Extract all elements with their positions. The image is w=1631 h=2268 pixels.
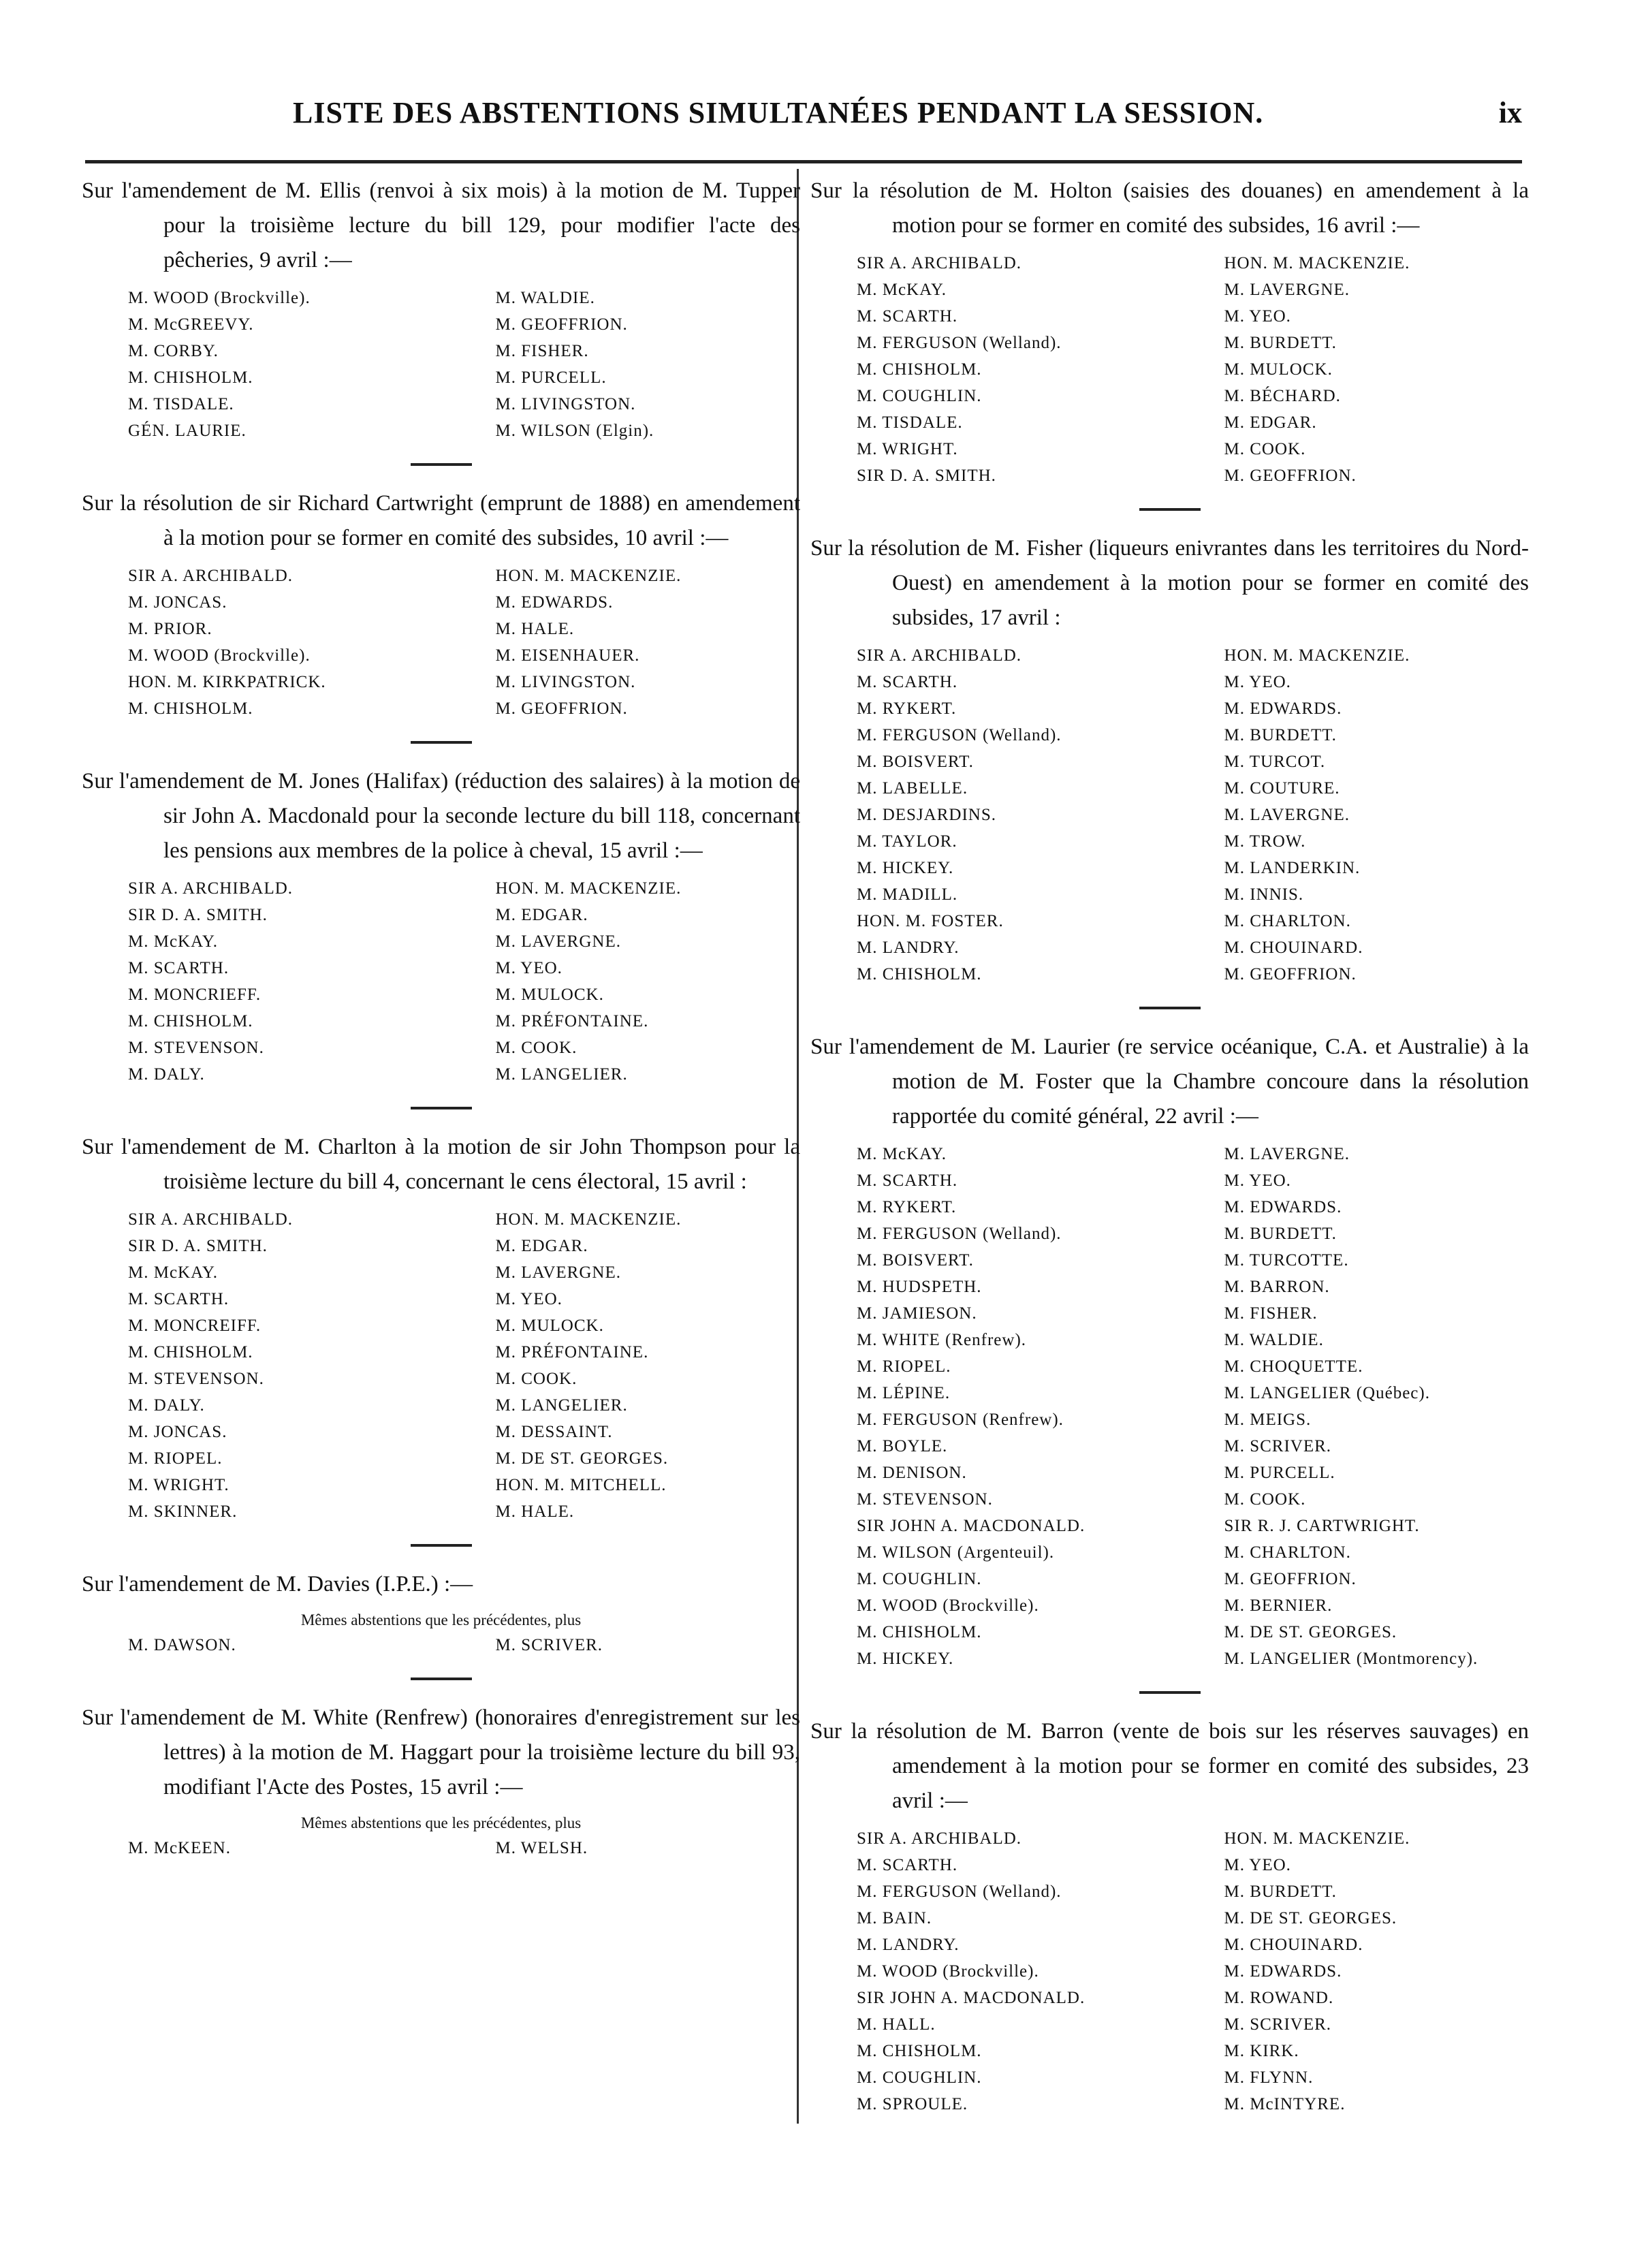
entry-note: Mêmes abstentions que les précédentes, plus: [300, 1814, 582, 1831]
vote-entry: [810, 531, 1529, 988]
member-name: M. EDGAR.: [495, 906, 588, 924]
vote-entry: [82, 1567, 800, 1658]
member-name: M. SCARTH.: [857, 673, 958, 691]
vote-entry: [82, 764, 800, 1088]
section-separator: [1139, 1691, 1201, 1694]
entry-note: Mêmes abstentions que les précédentes, plus: [300, 1611, 582, 1628]
abstention-list: [82, 1835, 800, 1861]
entry-heading: Sur la résolution de sir Richard Cartwright (emprunt de 1888) en amendement à la motion pour se former en comité des subsides, 10 avril :—: [82, 491, 800, 550]
member-name: M. RYKERT.: [857, 1198, 957, 1216]
member-name: M. FERGUSON (Welland).: [857, 726, 1062, 744]
member-name: M. CHISHOLM.: [857, 965, 982, 983]
member-name: GÉN. LAURIE.: [128, 422, 247, 440]
member-name: SIR A. ARCHIBALD.: [857, 646, 1022, 665]
member-name: M. COUGHLIN.: [857, 387, 982, 405]
member-name: M. LAVERGNE.: [1224, 1145, 1350, 1163]
member-name: M. LANGELIER.: [495, 1396, 628, 1415]
member-name: M. LANGELIER.: [495, 1065, 628, 1084]
member-name: M. PURCELL.: [1224, 1464, 1335, 1482]
member-name: M. COUTURE.: [1224, 779, 1340, 798]
member-name: M. SCARTH.: [128, 1290, 229, 1308]
vote-entry: [810, 1030, 1529, 1672]
member-name: M. EDWARDS.: [495, 593, 614, 612]
member-name: M. CHISHOLM.: [857, 1623, 982, 1641]
member-name: M. COOK.: [495, 1039, 577, 1057]
member-name: SIR A. ARCHIBALD.: [128, 1210, 294, 1229]
member-name: M. CHISHOLM.: [857, 360, 982, 379]
member-name: M. WHITE (Renfrew).: [857, 1331, 1027, 1349]
member-name: M. CHOUINARD.: [1224, 1936, 1363, 1954]
member-name: HON. M. MITCHELL.: [495, 1476, 667, 1494]
member-name: M. GEOFFRION.: [1224, 965, 1357, 983]
member-name: M. DAWSON.: [128, 1636, 236, 1654]
member-name: M. SCARTH.: [857, 307, 958, 326]
member-name: SIR A. ARCHIBALD.: [857, 1829, 1022, 1848]
member-name: M. CHISHOLM.: [128, 1012, 253, 1030]
member-name: M. SCARTH.: [857, 1171, 958, 1190]
member-name: M. MULOCK.: [495, 1317, 604, 1335]
member-name: M. YEO.: [1224, 1171, 1291, 1190]
member-name: M. WOOD (Brockville).: [128, 646, 311, 665]
vote-entry: [82, 1130, 800, 1525]
member-name: M. TURCOT.: [1224, 753, 1326, 771]
section-separator: [1139, 1007, 1201, 1009]
member-name: M. LIVINGSTON.: [495, 395, 636, 413]
member-name: M. McINTYRE.: [1224, 2095, 1346, 2113]
member-name: M. LABELLE.: [857, 779, 968, 798]
header-rule: [85, 160, 1522, 163]
member-name: M. EISENHAUER.: [495, 646, 640, 665]
member-name: M. MULOCK.: [1224, 360, 1333, 379]
section-separator: [411, 741, 472, 744]
member-name: SIR A. ARCHIBALD.: [857, 254, 1022, 272]
vote-entry: [82, 486, 800, 722]
member-name: M. CHARLTON.: [1224, 912, 1351, 930]
abstention-list: [82, 1632, 800, 1658]
member-name: M. BOISVERT.: [857, 1251, 974, 1270]
right-column: [810, 174, 1529, 2117]
member-name: M. BARRON.: [1224, 1278, 1330, 1296]
member-name: SIR D. A. SMITH.: [128, 1237, 268, 1255]
member-name: M. WILSON (Argenteuil).: [857, 1543, 1055, 1562]
member-name: M. KIRK.: [1224, 2042, 1299, 2060]
member-name: M. STEVENSON.: [128, 1039, 264, 1057]
member-name: M. COOK.: [1224, 1490, 1306, 1509]
member-name: M. BURDETT.: [1224, 334, 1337, 352]
member-name: M. FISHER.: [1224, 1304, 1318, 1323]
member-name: M. CORBY.: [128, 342, 219, 360]
member-name: M. SCARTH.: [128, 959, 229, 977]
member-name: M. FLYNN.: [1224, 2068, 1314, 2087]
abstention-list: [810, 1825, 1529, 2117]
entry-heading: Sur la résolution de M. Holton (saisies des douanes) en amendement à la motion pour se former en comité des subsides, 16 avril :—: [810, 178, 1529, 238]
member-name: M. STEVENSON.: [857, 1490, 993, 1509]
member-name: M. LAVERGNE.: [1224, 806, 1350, 824]
member-name: M. SCRIVER.: [1224, 2015, 1332, 2034]
member-name: M. CHISHOLM.: [128, 699, 253, 718]
member-name: M. WALDIE.: [495, 289, 595, 307]
member-name: M. LAVERGNE.: [495, 932, 621, 951]
member-name: M. SKINNER.: [128, 1502, 238, 1521]
member-name: M. MADILL.: [857, 885, 958, 904]
member-name: M. PRÉFONTAINE.: [495, 1343, 649, 1361]
member-name: M. COUGHLIN.: [857, 2068, 982, 2087]
member-name: M. BOISVERT.: [857, 753, 974, 771]
member-name: M. MULOCK.: [495, 986, 604, 1004]
member-name: M. LANDRY.: [857, 939, 960, 957]
member-name: M. FERGUSON (Welland).: [857, 334, 1062, 352]
abstention-list: [82, 1206, 800, 1525]
entry-heading: Sur la résolution de M. Barron (vente de bois sur les réserves sauvages) en amendement à la motion pour se former en comité des subsides, 23 avril :—: [810, 1719, 1529, 1813]
member-name: M. JAMIESON.: [857, 1304, 977, 1323]
entry-heading: Sur la résolution de M. Fisher (liqueurs enivrantes dans les territoires du Nord-Ouest) en amendement à la motion pour se former en comité des subsides, 17 avril :: [810, 536, 1529, 630]
member-name: M. EDWARDS.: [1224, 1198, 1342, 1216]
member-name: HON. M. MACKENZIE.: [1224, 646, 1410, 665]
member-name: M. CHISHOLM.: [128, 1343, 253, 1361]
member-name: M. BÉCHARD.: [1224, 387, 1341, 405]
member-name: M. FERGUSON (Renfrew).: [857, 1411, 1064, 1429]
abstention-list: [810, 250, 1529, 489]
member-name: M. DE ST. GEORGES.: [1224, 1623, 1397, 1641]
member-name: M. LAVERGNE.: [1224, 281, 1350, 299]
member-name: M. JONCAS.: [128, 1423, 227, 1441]
member-name: M. HUDSPETH.: [857, 1278, 982, 1296]
member-name: M. WALDIE.: [1224, 1331, 1324, 1349]
section-separator: [1139, 508, 1201, 511]
member-name: M. WOOD (Brockville).: [857, 1962, 1039, 1981]
member-name: M. TURCOTTE.: [1224, 1251, 1349, 1270]
member-name: M. MONCREIFF.: [128, 1317, 262, 1335]
member-name: M. FISHER.: [495, 342, 589, 360]
abstention-list: [810, 642, 1529, 988]
entry-heading: Sur l'amendement de M. Jones (Halifax) (réduction des salaires) à la motion de sir John A. Macdonald pour la seconde lecture du bill 118, concernant les pensions aux membres de la police à cheval, 15 avril :—: [82, 769, 800, 863]
member-name: M. CHARLTON.: [1224, 1543, 1351, 1562]
member-name: M. YEO.: [1224, 673, 1291, 691]
page-header: [82, 95, 1522, 150]
member-name: M. PURCELL.: [495, 368, 607, 387]
member-name: HON. M. MACKENZIE.: [1224, 1829, 1410, 1848]
member-name: M. FERGUSON (Welland).: [857, 1225, 1062, 1243]
member-name: M. HALE.: [495, 1502, 575, 1521]
member-name: M. LANGELIER (Québec).: [1224, 1384, 1430, 1402]
member-name: M. FERGUSON (Welland).: [857, 1883, 1062, 1901]
vote-entry: [810, 1714, 1529, 2117]
abstention-list: [82, 563, 800, 722]
vote-entry: [810, 174, 1529, 489]
member-name: M. LIVINGSTON.: [495, 673, 636, 691]
member-name: HON. M. KIRKPATRICK.: [128, 673, 326, 691]
member-name: M. DENISON.: [857, 1464, 967, 1482]
member-name: M. BURDETT.: [1224, 726, 1337, 744]
member-name: M. McKEEN.: [128, 1839, 231, 1857]
member-name: M. BOYLE.: [857, 1437, 948, 1455]
member-name: M. RIOPEL.: [857, 1357, 951, 1376]
member-name: M. TISDALE.: [857, 413, 963, 432]
member-name: SIR R. J. CARTWRIGHT.: [1224, 1517, 1420, 1535]
entry-heading: Sur l'amendement de M. Laurier (re service océanique, C.A. et Australie) à la motion de M. Foster que la Chambre concoure dans la résolution rapportée du comité général, 22 avril :—: [810, 1035, 1529, 1129]
member-name: M. SCARTH.: [857, 1856, 958, 1874]
page-number: ix: [1498, 96, 1522, 129]
entry-heading: Sur l'amendement de M. Ellis (renvoi à six mois) à la motion de M. Tupper pour la troisième lecture du bill 129, pour modifier l'acte des pêcheries, 9 avril :—: [82, 178, 800, 272]
member-name: M. INNIS.: [1224, 885, 1304, 904]
member-name: M. CHISHOLM.: [857, 2042, 982, 2060]
member-name: M. McKAY.: [128, 932, 218, 951]
member-name: M. HALE.: [495, 620, 575, 638]
member-name: M. McKAY.: [857, 1145, 947, 1163]
section-separator: [411, 1544, 472, 1547]
member-name: M. DESSAINT.: [495, 1423, 613, 1441]
member-name: M. RYKERT.: [857, 699, 957, 718]
member-name: M. COOK.: [1224, 440, 1306, 458]
member-name: M. COUGHLIN.: [857, 1570, 982, 1588]
member-name: M. CHOUINARD.: [1224, 939, 1363, 957]
member-name: M. DE ST. GEORGES.: [1224, 1909, 1397, 1927]
member-name: M. SCRIVER.: [1224, 1437, 1332, 1455]
member-name: M. TISDALE.: [128, 395, 234, 413]
member-name: M. WOOD (Brockville).: [857, 1596, 1039, 1615]
member-name: M. EDWARDS.: [1224, 699, 1342, 718]
member-name: SIR JOHN A. MACDONALD.: [857, 1989, 1086, 2007]
member-name: M. McKAY.: [128, 1263, 218, 1282]
member-name: SIR A. ARCHIBALD.: [128, 879, 294, 898]
member-name: M. BURDETT.: [1224, 1883, 1337, 1901]
member-name: M. YEO.: [495, 1290, 563, 1308]
member-name: M. JONCAS.: [128, 593, 227, 612]
member-name: M. GEOFFRION.: [495, 699, 628, 718]
member-name: HON. M. MACKENZIE.: [495, 567, 682, 585]
member-name: M. DESJARDINS.: [857, 806, 997, 824]
member-name: M. MEIGS.: [1224, 1411, 1312, 1429]
member-name: M. CHISHOLM.: [128, 368, 253, 387]
member-name: M. WOOD (Brockville).: [128, 289, 311, 307]
member-name: M. GEOFFRION.: [1224, 467, 1357, 485]
member-name: M. SPROULE.: [857, 2095, 968, 2113]
member-name: M. MONCRIEFF.: [128, 986, 262, 1004]
abstention-list: [810, 1141, 1529, 1672]
member-name: SIR D. A. SMITH.: [857, 467, 996, 485]
member-name: M. WELSH.: [495, 1839, 588, 1857]
member-name: M. BURDETT.: [1224, 1225, 1337, 1243]
member-name: M. LANGELIER (Montmorency).: [1224, 1650, 1478, 1668]
member-name: M. BAIN.: [857, 1909, 932, 1927]
member-name: M. LANDERKIN.: [1224, 859, 1361, 877]
member-name: M. DALY.: [128, 1065, 205, 1084]
member-name: HON. M. MACKENZIE.: [495, 879, 682, 898]
member-name: M. DALY.: [128, 1396, 205, 1415]
member-name: M. HICKEY.: [857, 859, 954, 877]
member-name: M. COOK.: [495, 1370, 577, 1388]
section-separator: [411, 463, 472, 466]
member-name: M. EDGAR.: [495, 1237, 588, 1255]
member-name: M. CHOQUETTE.: [1224, 1357, 1363, 1376]
member-name: M. PRÉFONTAINE.: [495, 1012, 649, 1030]
member-name: M. SCRIVER.: [495, 1636, 603, 1654]
member-name: M. McGREEVY.: [128, 315, 254, 334]
member-name: M. RIOPEL.: [128, 1449, 223, 1468]
member-name: HON. M. MACKENZIE.: [495, 1210, 682, 1229]
member-name: M. TROW.: [1224, 832, 1306, 851]
vote-entry: [82, 1701, 800, 1861]
member-name: M. WRIGHT.: [857, 440, 958, 458]
member-name: M. LANDRY.: [857, 1936, 960, 1954]
member-name: SIR D. A. SMITH.: [128, 906, 268, 924]
member-name: M. EDWARDS.: [1224, 1962, 1342, 1981]
member-name: M. LAVERGNE.: [495, 1263, 621, 1282]
member-name: M. YEO.: [1224, 307, 1291, 326]
member-name: M. DE ST. GEORGES.: [495, 1449, 669, 1468]
member-name: M. HICKEY.: [857, 1650, 954, 1668]
member-name: M. WRIGHT.: [128, 1476, 229, 1494]
left-column: [82, 174, 800, 1861]
member-name: M. WILSON (Elgin).: [495, 422, 654, 440]
section-separator: [411, 1678, 472, 1680]
entry-heading: Sur l'amendement de M. Davies (I.P.E.) :—: [82, 1572, 473, 1596]
member-name: M. PRIOR.: [128, 620, 212, 638]
member-name: SIR JOHN A. MACDONALD.: [857, 1517, 1086, 1535]
abstention-list: [82, 875, 800, 1088]
member-name: M. EDGAR.: [1224, 413, 1317, 432]
entry-heading: Sur l'amendement de M. Charlton à la motion de sir John Thompson pour la troisième lecture du bill 4, concernant le cens électoral, 15 avril :: [82, 1135, 800, 1194]
page-title: LISTE DES ABSTENTIONS SIMULTANÉES PENDANT LA SESSION.: [293, 96, 1264, 129]
member-name: M. YEO.: [1224, 1856, 1291, 1874]
entry-heading: Sur l'amendement de M. White (Renfrew) (honoraires d'enregistrement sur les lettres) à la motion de M. Haggart pour la troisième lecture du bill 93, modifiant l'Acte des Postes, 15 avril :—: [82, 1705, 800, 1799]
member-name: M. HALL.: [857, 2015, 936, 2034]
member-name: HON. M. MACKENZIE.: [1224, 254, 1410, 272]
member-name: M. YEO.: [495, 959, 563, 977]
member-name: M. LÉPINE.: [857, 1384, 951, 1402]
member-name: M. GEOFFRION.: [1224, 1570, 1357, 1588]
section-separator: [411, 1107, 472, 1109]
member-name: M. STEVENSON.: [128, 1370, 264, 1388]
member-name: M. BERNIER.: [1224, 1596, 1333, 1615]
member-name: HON. M. FOSTER.: [857, 912, 1004, 930]
member-name: M. GEOFFRION.: [495, 315, 628, 334]
vote-entry: [82, 174, 800, 444]
member-name: SIR A. ARCHIBALD.: [128, 567, 294, 585]
member-name: M. McKAY.: [857, 281, 947, 299]
member-name: M. ROWAND.: [1224, 1989, 1334, 2007]
abstention-list: [82, 285, 800, 444]
member-name: M. TAYLOR.: [857, 832, 957, 851]
